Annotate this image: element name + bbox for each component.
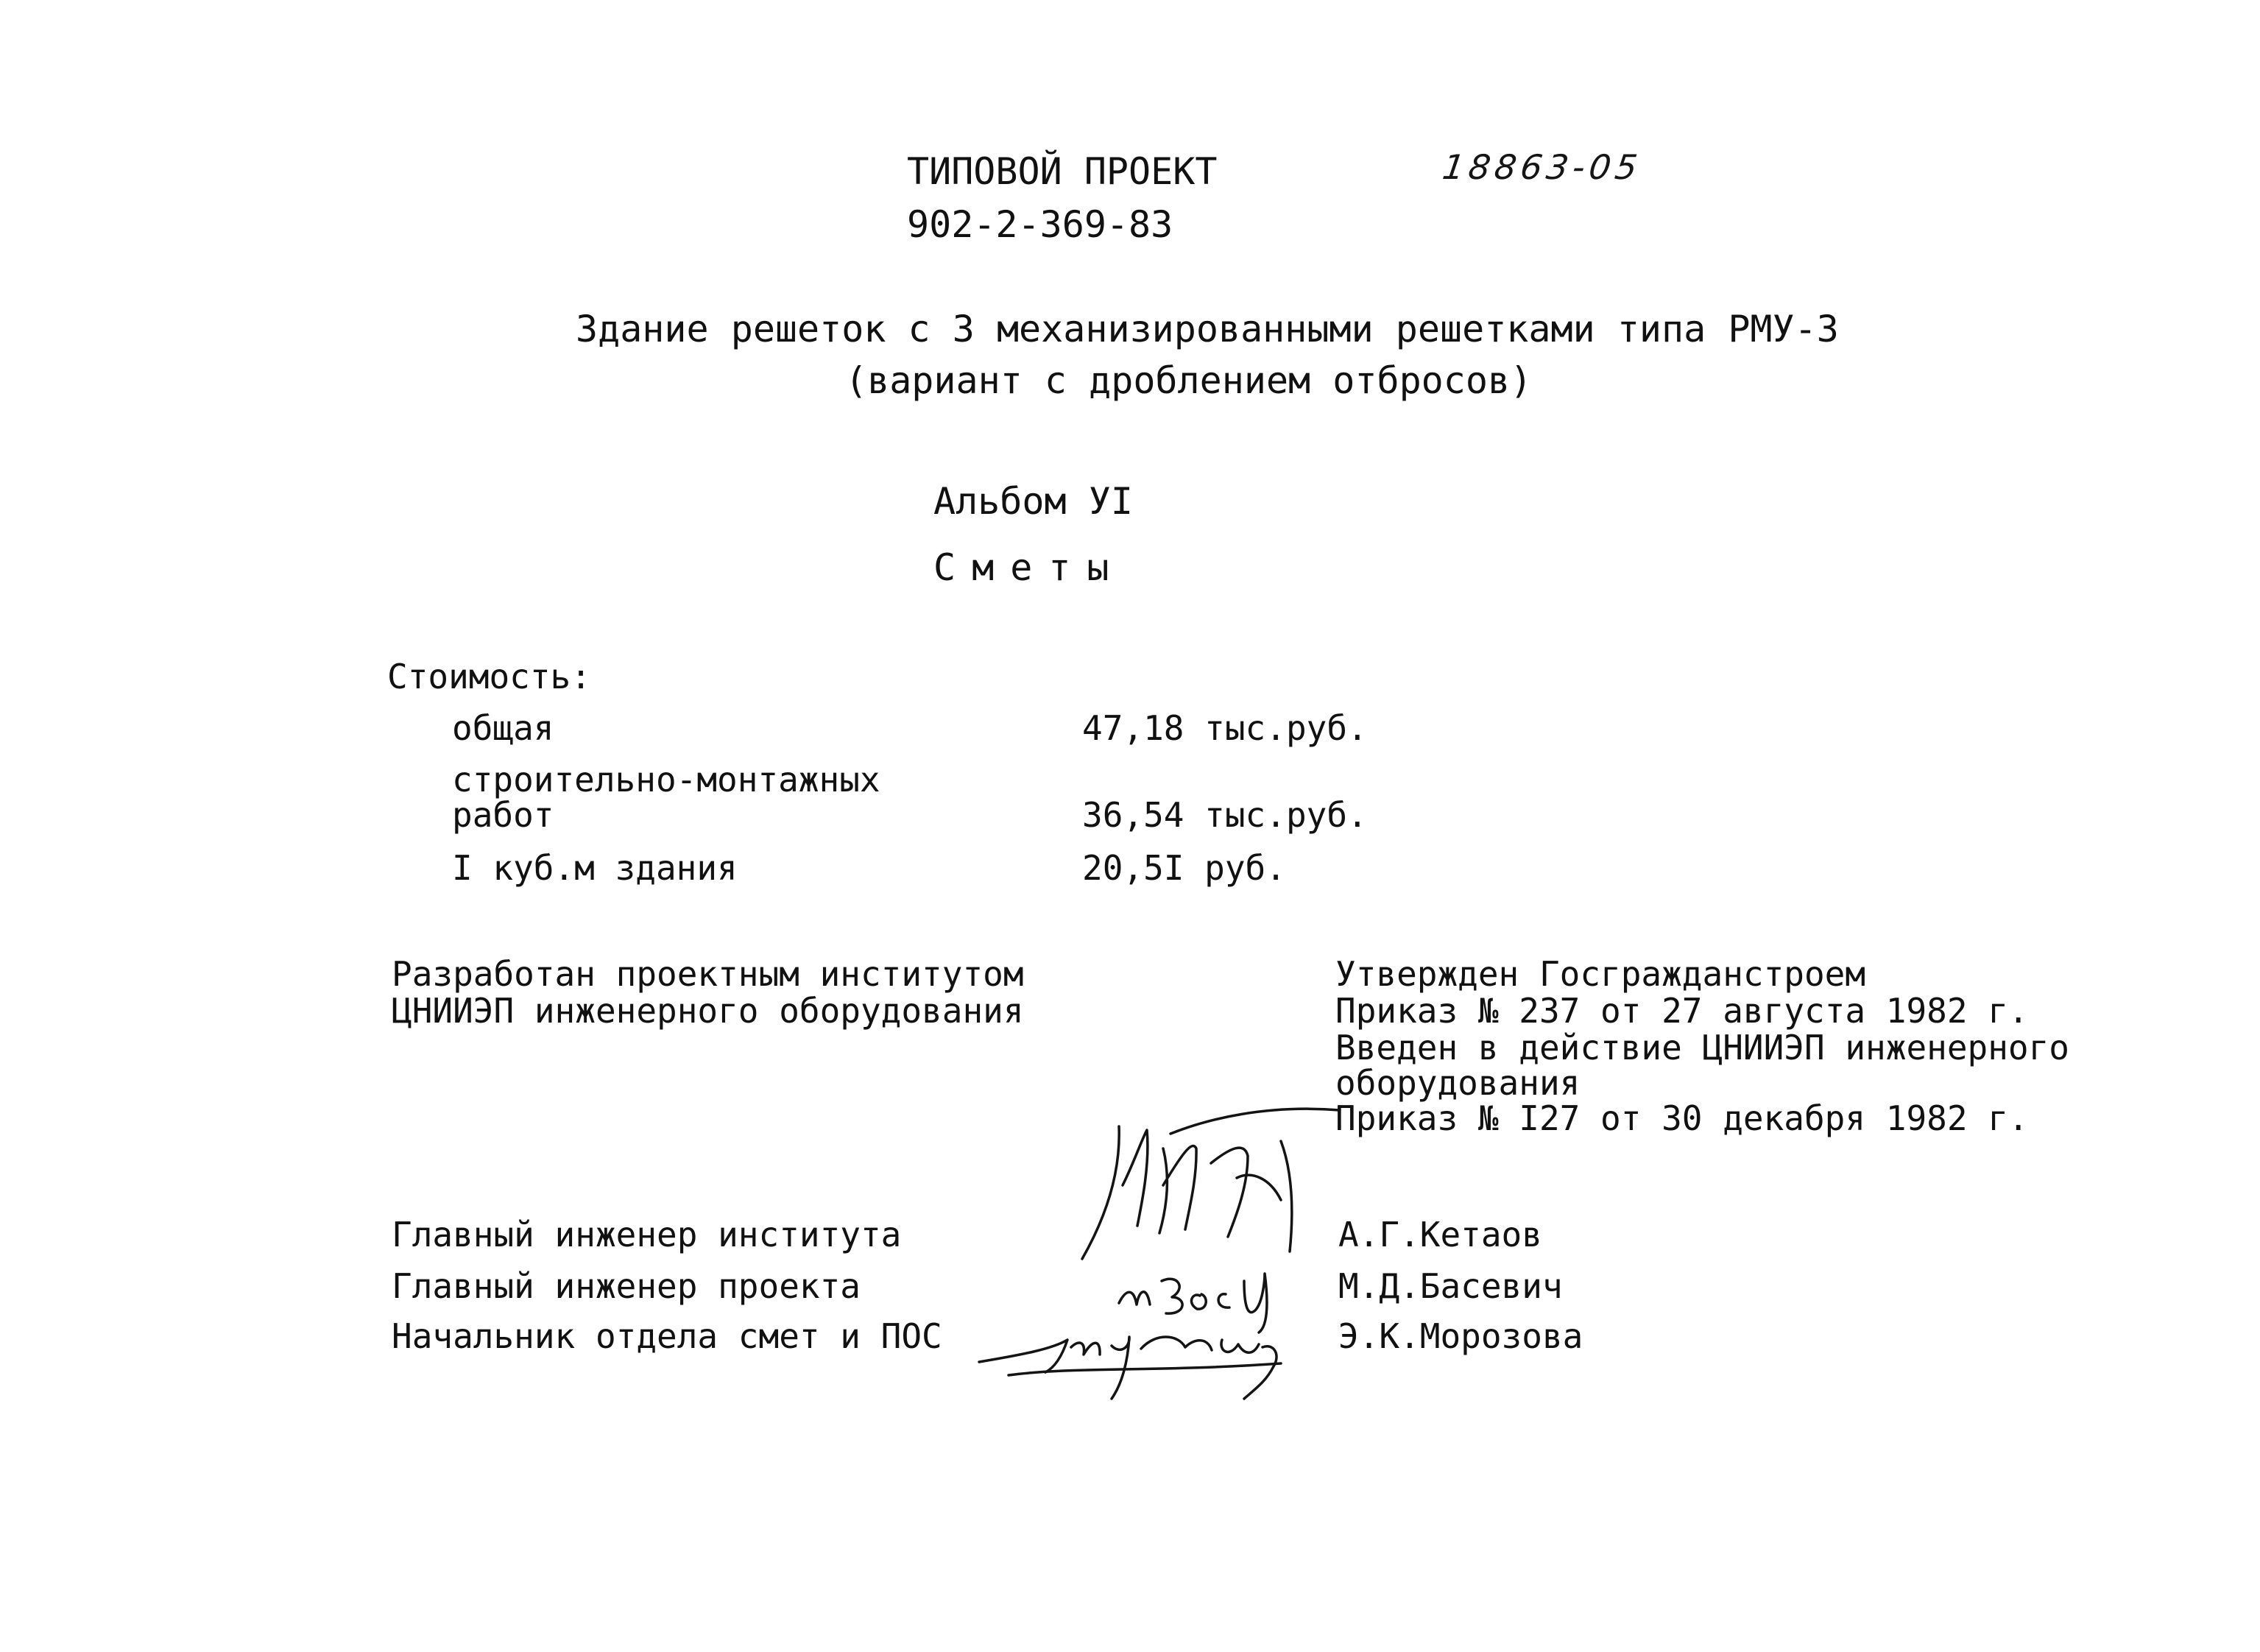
cost-label-cubic: I куб.м здания	[452, 848, 738, 888]
title-line-1: Здание решеток с 3 механизированными решетками типа РМУ-3	[576, 308, 1839, 350]
project-number: 902-2-369-83	[907, 203, 1173, 246]
approval-line-2: Приказ № 237 от 27 августа 1982 г.	[1335, 991, 2029, 1031]
handwritten-number: 18863-05	[1440, 147, 1645, 187]
signatory-name-2: М.Д.Басевич	[1338, 1266, 1563, 1306]
album-name: Сметы	[933, 546, 1126, 589]
signatory-position-3: Начальник отдела смет и ПОС	[392, 1316, 942, 1356]
doc-type: ТИПОВОЙ ПРОЕКТ	[907, 150, 1218, 193]
approval-line-5: Приказ № I27 от 30 декабря 1982 г.	[1335, 1098, 2029, 1138]
signatory-position-2: Главный инженер проекта	[392, 1266, 861, 1306]
signature-head-of-estimates	[964, 1296, 1332, 1406]
approval-line-3: Введен в действие ЦНИИЭП инженерного	[1335, 1028, 2069, 1067]
approval-line-4: оборудования	[1335, 1063, 1581, 1103]
signatory-name-3: Э.К.Морозова	[1338, 1316, 1583, 1356]
album-number: Альбом УI	[933, 480, 1133, 523]
cost-value-cubic: 20,5I руб.	[1082, 848, 1286, 888]
cost-heading: Стоимость:	[387, 657, 591, 696]
cost-label-construction-2: работ	[452, 795, 554, 835]
cost-label-construction-1: строительно-монтажных	[452, 760, 880, 799]
developer-line-1: Разработан проектным институтом	[392, 954, 1024, 994]
title-line-2: (вариант с дроблением отбросов)	[845, 359, 1533, 402]
cost-label-total: общая	[452, 708, 554, 748]
signature-chief-engineer-institute	[1060, 1097, 1369, 1274]
approval-line-1: Утвержден Госгражданстроем	[1335, 954, 1866, 994]
cost-value-total: 47,18 тыс.руб.	[1082, 708, 1368, 748]
signatory-name-1: А.Г.Кетаов	[1338, 1215, 1542, 1254]
cost-value-construction: 36,54 тыс.руб.	[1082, 795, 1368, 835]
developer-line-2: ЦНИИЭП инженерного оборудования	[392, 991, 1024, 1031]
signatory-position-1: Главный инженер института	[392, 1215, 902, 1254]
